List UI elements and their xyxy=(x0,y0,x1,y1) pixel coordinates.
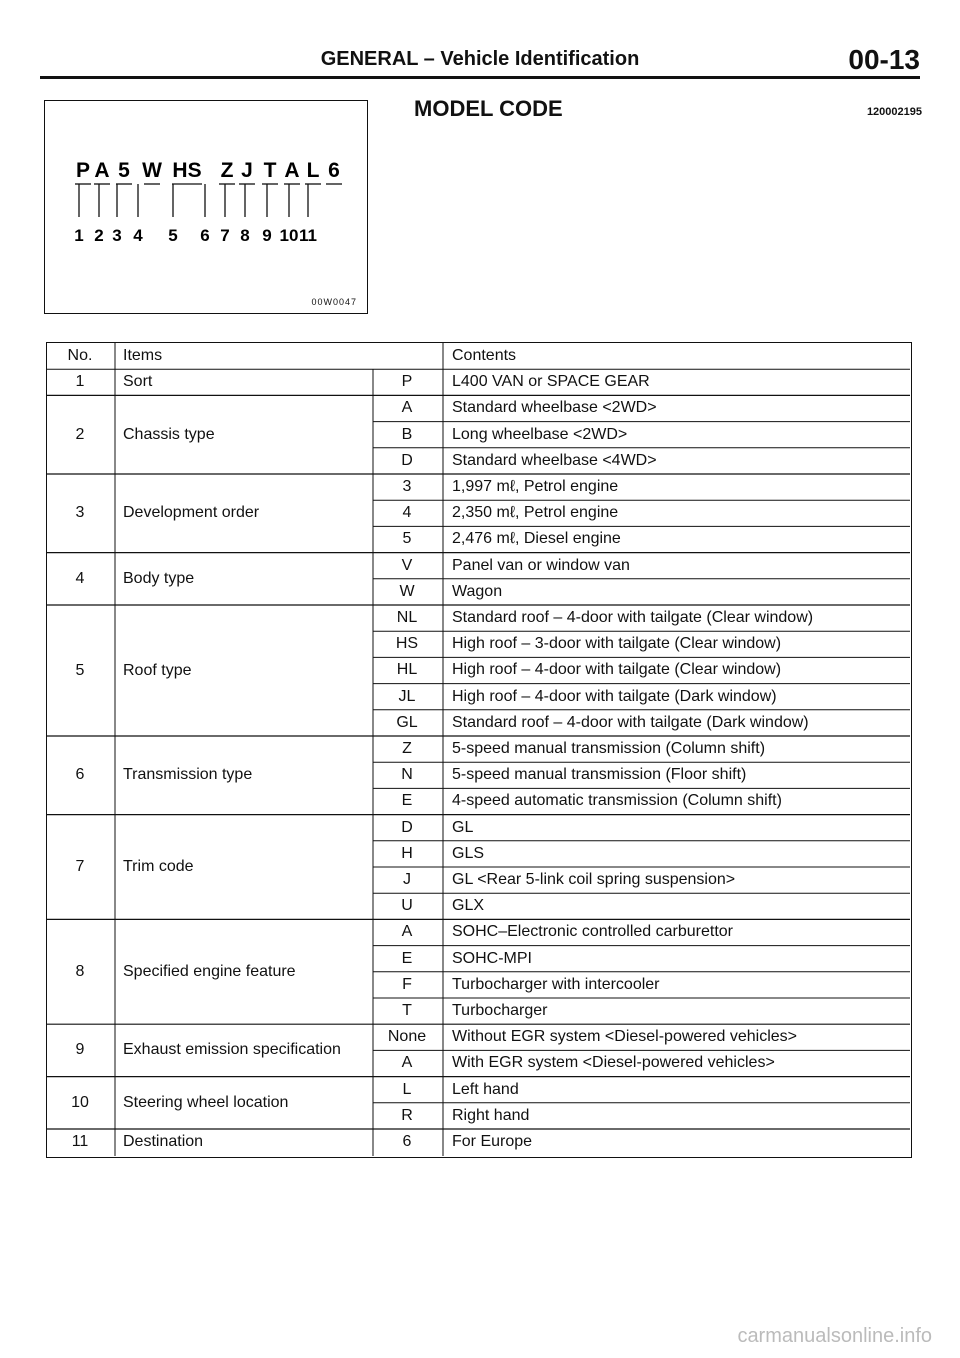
code-value: R xyxy=(401,1106,413,1124)
content-text: 5-speed manual transmission (Column shift) xyxy=(452,740,766,757)
model-code-table xyxy=(46,342,912,1158)
position-number: 1 xyxy=(74,226,84,245)
model-code-figure xyxy=(45,101,366,312)
content-text: Wagon xyxy=(452,582,503,600)
code-value: GL xyxy=(396,713,418,731)
position-number: 11 xyxy=(299,226,317,245)
content-text: GLX xyxy=(452,897,485,915)
code-value: 6 xyxy=(402,1133,412,1150)
position-number: 2 xyxy=(94,226,104,245)
model-code-letter: L xyxy=(306,159,320,182)
position-number: 10 xyxy=(279,226,299,245)
page-number: 00-13 xyxy=(848,44,920,75)
code-value: JL xyxy=(398,687,416,705)
content-text: Standard wheelbase <4WD> xyxy=(452,451,657,469)
row-number: 7 xyxy=(75,858,85,875)
item-label: Trim code xyxy=(123,858,194,875)
content-text: High roof – 3-door with tailgate (Clear window) xyxy=(452,635,782,653)
page-header xyxy=(40,44,920,74)
code-value: L xyxy=(402,1080,412,1098)
code-value: Z xyxy=(402,740,412,757)
position-number: 3 xyxy=(112,226,122,245)
row-number: 4 xyxy=(75,569,85,587)
row-number: 11 xyxy=(71,1133,89,1151)
model-code-letter: P xyxy=(75,159,91,182)
code-value: A xyxy=(401,923,413,941)
content-text: Standard roof – 4-door with tailgate (Dark window) xyxy=(452,713,809,731)
position-number: 6 xyxy=(200,226,210,245)
item-label: Steering wheel location xyxy=(123,1093,289,1111)
code-value: J xyxy=(403,871,411,888)
content-text: With EGR system <Diesel-powered vehicles> xyxy=(452,1054,775,1072)
item-label: Chassis type xyxy=(123,425,215,443)
content-text: For Europe xyxy=(452,1133,533,1150)
header-contents: Contents xyxy=(452,347,517,364)
item-label: Specified engine feature xyxy=(123,962,296,980)
content-text: Without EGR system <Diesel-powered vehicles> xyxy=(452,1028,798,1046)
content-text: Turbocharger xyxy=(452,1002,548,1019)
item-label: Roof type xyxy=(123,661,192,679)
code-value: V xyxy=(401,556,413,574)
model-code-letter: J xyxy=(241,159,253,182)
content-text: Turbocharger with intercooler xyxy=(452,975,660,993)
item-label: Sort xyxy=(123,373,153,391)
code-value: 5 xyxy=(402,530,412,548)
header-no: No. xyxy=(67,347,93,364)
code-value: D xyxy=(401,818,413,836)
item-label: Development order xyxy=(123,504,260,522)
position-number: 4 xyxy=(133,226,143,245)
content-text: GL xyxy=(452,818,474,836)
code-value: NL xyxy=(396,609,418,626)
content-text: Right hand xyxy=(452,1106,530,1124)
content-text: L400 VAN or SPACE GEAR xyxy=(452,373,650,391)
model-code-letter: 5 xyxy=(118,159,130,182)
position-number: 5 xyxy=(168,226,178,245)
header-items: Items xyxy=(123,347,163,364)
content-text: 4-speed automatic transmission (Column shift) xyxy=(452,792,782,810)
code-value: U xyxy=(401,897,413,915)
section-title: MODEL CODE xyxy=(414,96,563,121)
content-text: High roof – 4-door with tailgate (Dark window) xyxy=(452,687,777,705)
row-number: 8 xyxy=(75,962,85,980)
content-text: GL <Rear 5-link coil spring suspension> xyxy=(452,871,736,888)
content-text: 2,350 mℓ, Petrol engine xyxy=(452,504,619,522)
header-rule xyxy=(40,76,920,79)
model-code-letter: A xyxy=(284,159,300,182)
code-value: None xyxy=(387,1028,427,1046)
code-value: D xyxy=(401,451,413,469)
code-value: 3 xyxy=(402,478,412,495)
content-text: Left hand xyxy=(452,1080,519,1098)
code-value: HS xyxy=(395,635,419,653)
content-text: 1,997 mℓ, Petrol engine xyxy=(452,478,619,495)
item-label: Body type xyxy=(123,569,195,587)
model-code-diagram xyxy=(44,100,368,314)
figure-code: 00W0047 xyxy=(311,297,357,307)
watermark: carmanualsonline.info xyxy=(737,1325,932,1347)
row-number: 1 xyxy=(75,373,85,391)
content-text: SOHC-MPI xyxy=(452,949,532,967)
row-number: 5 xyxy=(75,661,85,679)
code-value: H xyxy=(401,844,413,862)
model-code-letter: 6 xyxy=(328,159,340,182)
row-number: 10 xyxy=(71,1093,89,1111)
content-text: GLS xyxy=(452,844,485,862)
model-code-letter: A xyxy=(94,159,110,182)
code-value: T xyxy=(402,1002,412,1019)
model-code-letter: T xyxy=(263,159,277,182)
content-text: Long wheelbase <2WD> xyxy=(452,425,628,443)
content-text: 2,476 mℓ, Diesel engine xyxy=(452,530,621,548)
content-text: Standard wheelbase <2WD> xyxy=(452,399,657,417)
content-text: 5-speed manual transmission (Floor shift) xyxy=(452,766,747,784)
code-value: E xyxy=(401,949,413,967)
code-value: F xyxy=(402,975,412,993)
position-number: 9 xyxy=(262,226,272,245)
row-number: 6 xyxy=(75,766,85,784)
item-label: Transmission type xyxy=(123,766,253,784)
content-text: SOHC–Electronic controlled carburettor xyxy=(452,923,734,941)
item-label: Destination xyxy=(123,1133,204,1151)
code-value: 4 xyxy=(402,504,412,522)
content-text: High roof – 4-door with tailgate (Clear window) xyxy=(452,661,782,679)
page-title: GENERAL – Vehicle Identification xyxy=(320,48,640,70)
code-value: N xyxy=(401,766,413,784)
code-value: B xyxy=(401,425,413,443)
code-value: P xyxy=(401,373,413,391)
code-value: A xyxy=(401,1054,413,1072)
content-text: Panel van or window van xyxy=(452,556,630,574)
code-value: HL xyxy=(396,661,418,679)
row-number: 2 xyxy=(75,425,85,443)
model-code-letter: W xyxy=(142,159,162,182)
position-number: 7 xyxy=(220,226,230,245)
model-code-letter: HS xyxy=(172,159,202,182)
content-text: Standard roof – 4-door with tailgate (Clear window) xyxy=(452,609,814,626)
section-code: 120002195 xyxy=(866,106,922,118)
row-number: 3 xyxy=(75,504,85,522)
position-number: 8 xyxy=(240,226,250,245)
model-code-letter: Z xyxy=(220,159,234,182)
code-value: A xyxy=(401,399,413,417)
item-label: Exhaust emission specification xyxy=(123,1041,341,1059)
code-value: W xyxy=(399,582,415,600)
row-number: 9 xyxy=(75,1041,85,1059)
code-value: E xyxy=(401,792,413,810)
